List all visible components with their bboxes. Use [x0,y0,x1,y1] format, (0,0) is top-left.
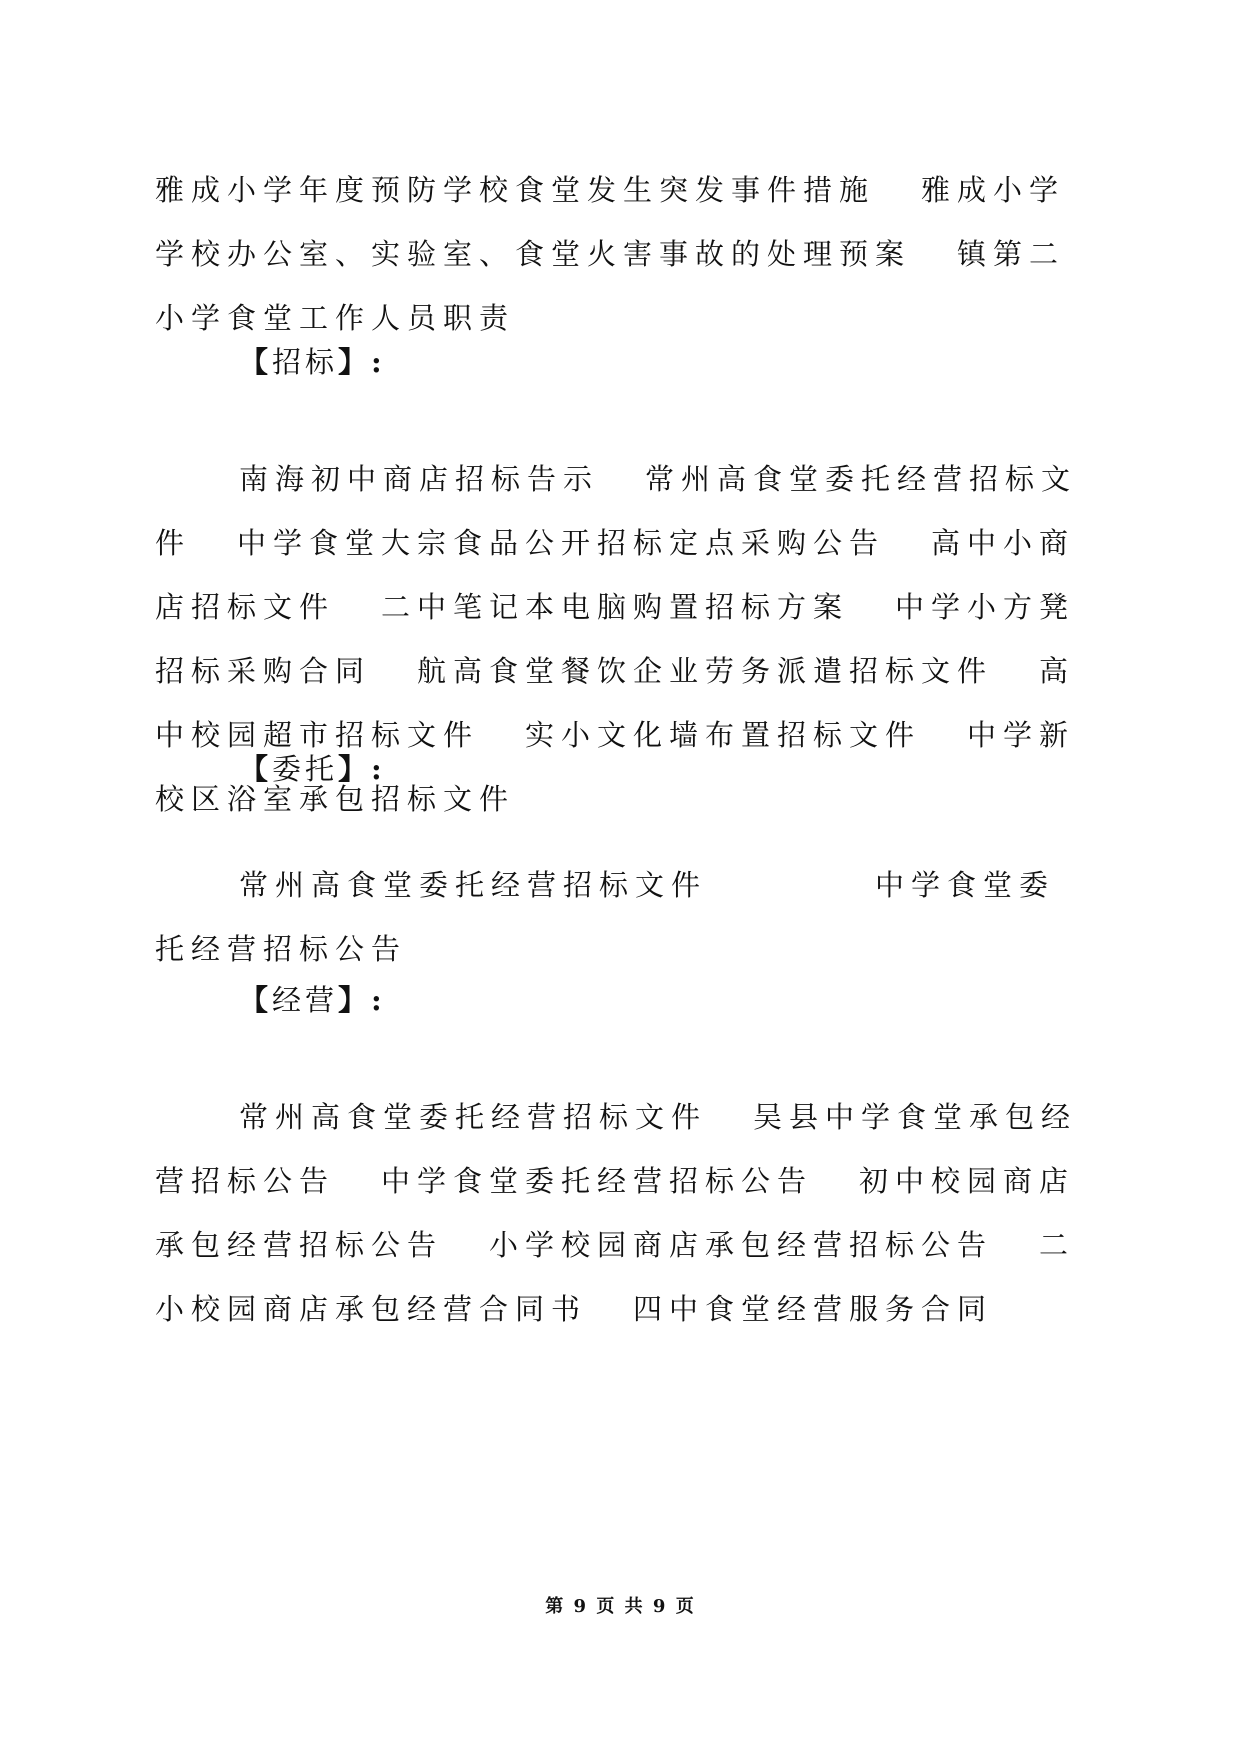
section-title: 委托 [272,752,339,786]
intro-paragraph [155,158,1085,350]
link-item[interactable]: 中学食堂委托经营招标公告 [381,1164,814,1198]
link-item[interactable]: 常州高食堂委托经营招标文件 [155,462,1078,560]
section-heading-bidding: 【招标】: [239,345,386,379]
link-item[interactable]: 常州高食堂委托经营招标文件 [239,1100,708,1134]
link-item[interactable]: 中学食堂委托经营招标公告 [155,868,1056,966]
section-list-operation [155,1085,1085,1341]
section-title: 招标 [272,345,339,379]
page-footer: 第 9 页 共 9 页 [545,1596,696,1617]
link-item[interactable]: 初中校园商店承包经营招标公告 [155,1164,1076,1262]
link-item[interactable]: 吴县中学食堂承包经营招标公告 [155,1100,1078,1198]
link-item[interactable]: 中学新校区浴室承包招标文件 [155,718,1076,816]
link-item[interactable]: 雅成小学学校办公室、实验室、食堂火害事故的处理预案 [155,173,1066,271]
link-item[interactable]: 二中笔记本电脑购置招标方案 [381,590,850,624]
link-item[interactable]: 南海初中商店招标告示 [239,462,600,496]
section-heading-entrust: 【委托】: [239,752,386,786]
link-item[interactable]: 镇第二小学食堂工作人员职责 [155,237,1066,335]
link-item[interactable]: 中学食堂大宗食品公开招标定点采购公告 [237,526,886,560]
page-number: 9 [573,1596,589,1617]
section-list-entrust [155,853,1085,981]
link-item[interactable]: 中学小方凳招标采购合同 [155,590,1076,688]
link-item[interactable]: 常州高食堂委托经营招标文件 [239,868,708,902]
page-total: 9 [652,1596,668,1617]
link-item[interactable]: 雅成小学年度预防学校食堂发生突发事件措施 [155,173,876,207]
link-item[interactable]: 航高食堂餐饮企业劳务派遣招标文件 [417,654,994,688]
link-item[interactable]: 高中小商店招标文件 [155,526,1076,624]
link-item[interactable]: 实小文化墙布置招标文件 [525,718,922,752]
link-item[interactable]: 小学校园商店承包经营招标公告 [489,1228,994,1262]
section-heading-operation: 【经营】: [239,983,386,1017]
link-item[interactable]: 二小校园商店承包经营合同书 [155,1228,1076,1326]
link-item[interactable]: 四中食堂经营服务合同 [633,1292,994,1326]
link-item[interactable]: 高中校园超市招标文件 [155,654,1076,752]
section-title: 经营 [272,983,339,1017]
